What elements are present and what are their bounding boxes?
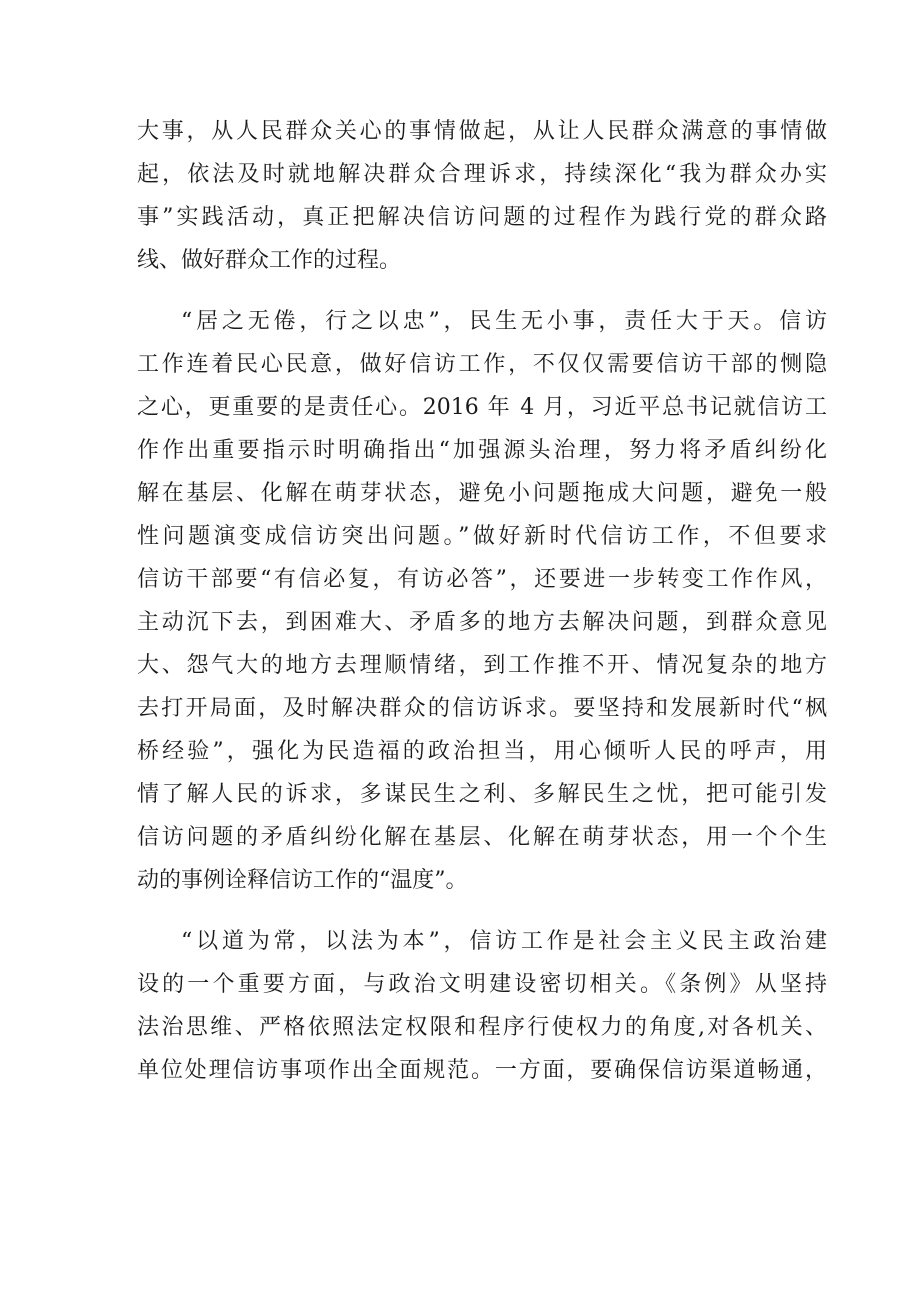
text-line: 起，依法及时就地解决群众合理诉求，持续深化“我为群众办实 xyxy=(137,162,827,187)
text-line: 情了解人民的诉求，多谋民生之利、多解民生之忧，把可能引发 xyxy=(137,782,827,807)
text-line: 事”实践活动，真正把解决信访问题的过程作为践行党的群众路 xyxy=(137,205,827,230)
text-line: 设的一个重要方面，与政治文明建设密切相关。《条例》从坚持 xyxy=(137,972,827,997)
paragraph-1 xyxy=(137,110,827,282)
text-line: 信访问题的矛盾纠纷化解在基层、化解在萌芽状态，用一个个生 xyxy=(137,825,827,850)
text-line: 线、做好群众工作的过程。 xyxy=(137,248,402,273)
paragraph-3 xyxy=(137,920,827,1092)
text-line: 作作出重要指示时明确指出“加强源头治理，努力将矛盾纠纷化 xyxy=(137,438,827,463)
paragraph-gap xyxy=(137,902,827,920)
text-line: 性问题演变成信访突出问题。”做好新时代信访工作，不但要求 xyxy=(137,524,827,549)
text-line: “以道为常，以法为本”，信访工作是社会主义民主政治建 xyxy=(181,929,827,954)
body-text xyxy=(137,110,827,1092)
paragraph-2 xyxy=(137,300,827,902)
text-line: 桥经验”，强化为民造福的政治担当，用心倾听人民的呼声，用 xyxy=(137,739,827,764)
text-line: 之心，更重要的是责任心。2016 年 4 月，习近平总书记就信访工 xyxy=(137,395,827,420)
text-line: 动的事例诠释信访工作的“温度”。 xyxy=(137,868,468,893)
text-line: 法治思维、严格依照法定权限和程序行使权力的角度,对各机关、 xyxy=(137,1015,827,1040)
text-line: 主动沉下去，到困难大、矛盾多的地方去解决问题，到群众意见 xyxy=(137,610,827,635)
text-line: “居之无倦，行之以忠”，民生无小事，责任大于天。信访 xyxy=(181,309,827,334)
text-line: 单位处理信访事项作出全面规范。一方面，要确保信访渠道畅通， xyxy=(137,1058,827,1083)
text-line: 信访干部要“有信必复，有访必答”，还要进一步转变工作作风， xyxy=(137,567,827,592)
text-line: 大、怨气大的地方去理顺情绪，到工作推不开、情况复杂的地方 xyxy=(137,653,827,678)
text-line: 大事，从人民群众关心的事情做起，从让人民群众满意的事情做 xyxy=(137,119,827,144)
text-line: 解在基层、化解在萌芽状态，避免小问题拖成大问题，避免一般 xyxy=(137,481,827,506)
paragraph-gap xyxy=(137,282,827,300)
text-line: 工作连着民心民意，做好信访工作，不仅仅需要信访干部的恻隐 xyxy=(137,352,827,377)
text-line: 去打开局面，及时解决群众的信访诉求。要坚持和发展新时代“枫 xyxy=(137,696,827,721)
